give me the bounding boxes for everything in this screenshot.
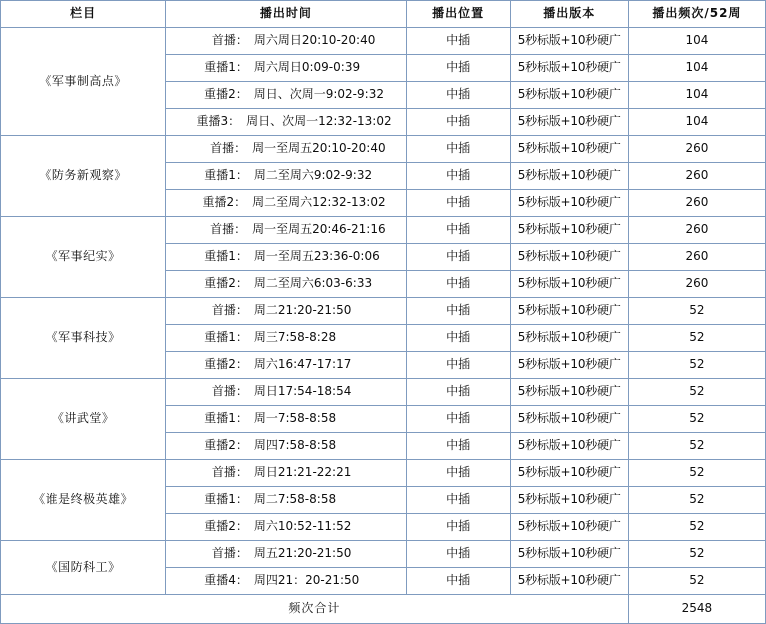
position-cell: 中插 xyxy=(406,136,510,163)
airing-time-value: 周二7:58-8:58 xyxy=(253,492,337,507)
frequency-cell: 260 xyxy=(628,271,765,298)
frequency-cell: 52 xyxy=(628,379,765,406)
airtime-cell xyxy=(166,406,406,433)
total-row xyxy=(1,595,766,624)
position-cell: 中插 xyxy=(406,406,510,433)
version-cell: 5秒标版+10秒硬广 xyxy=(510,325,628,352)
position-cell: 中插 xyxy=(406,82,510,109)
frequency-cell: 52 xyxy=(628,541,765,568)
airing-time-value: 周一至周五20:10-20:40 xyxy=(252,141,386,156)
version-cell: 5秒标版+10秒硬广 xyxy=(510,28,628,55)
frequency-cell: 104 xyxy=(628,109,765,136)
airing-time-value: 周六周日20:10-20:40 xyxy=(253,33,376,48)
airing-time-value: 周五21:20-21:50 xyxy=(253,546,352,561)
airtime-cell xyxy=(166,433,406,460)
version-cell: 5秒标版+10秒硬广 xyxy=(510,460,628,487)
version-cell: 5秒标版+10秒硬广 xyxy=(510,541,628,568)
airing-type-label: 重播2： xyxy=(202,195,247,210)
table-row xyxy=(1,541,766,568)
position-cell: 中插 xyxy=(406,460,510,487)
position-cell: 中插 xyxy=(406,352,510,379)
airtime-cell xyxy=(166,136,406,163)
table-row xyxy=(1,136,766,163)
column-header-frequency: 播出频次/52周 xyxy=(628,1,765,28)
program-name-cell: 《军事制高点》 xyxy=(1,28,166,136)
version-cell: 5秒标版+10秒硬广 xyxy=(510,217,628,244)
airtime-cell xyxy=(166,28,406,55)
table-row xyxy=(1,28,766,55)
airing-type-label: 重播1： xyxy=(204,411,248,426)
airing-time-value: 周日17:54-18:54 xyxy=(253,384,352,399)
table-body xyxy=(1,28,766,624)
airtime-cell xyxy=(166,379,406,406)
airing-type-label: 首播： xyxy=(211,33,248,48)
airing-type-label: 重播1： xyxy=(204,249,248,264)
position-cell: 中插 xyxy=(406,325,510,352)
airing-type-label: 重播2： xyxy=(204,276,248,291)
version-cell: 5秒标版+10秒硬广 xyxy=(510,244,628,271)
airing-time-value: 周六周日0:09-0:39 xyxy=(253,60,361,75)
airing-time-value: 周二21:20-21:50 xyxy=(253,303,352,318)
position-cell: 中插 xyxy=(406,541,510,568)
position-cell: 中插 xyxy=(406,514,510,541)
version-cell: 5秒标版+10秒硬广 xyxy=(510,433,628,460)
airtime-cell xyxy=(166,460,406,487)
program-name-cell: 《国防科工》 xyxy=(1,541,166,595)
position-cell: 中插 xyxy=(406,217,510,244)
airing-type-label: 重播1： xyxy=(204,60,248,75)
airtime-cell xyxy=(166,82,406,109)
frequency-cell: 260 xyxy=(628,190,765,217)
frequency-cell: 52 xyxy=(628,433,765,460)
position-cell: 中插 xyxy=(406,55,510,82)
version-cell: 5秒标版+10秒硬广 xyxy=(510,82,628,109)
table-row xyxy=(1,379,766,406)
airtime-cell xyxy=(166,487,406,514)
airtime-cell xyxy=(166,244,406,271)
airtime-cell xyxy=(166,109,406,136)
airing-type-label: 首播： xyxy=(211,384,248,399)
position-cell: 中插 xyxy=(406,244,510,271)
frequency-cell: 52 xyxy=(628,325,765,352)
frequency-cell: 52 xyxy=(628,514,765,541)
version-cell: 5秒标版+10秒硬广 xyxy=(510,190,628,217)
airing-type-label: 重播2： xyxy=(204,519,248,534)
frequency-cell: 260 xyxy=(628,136,765,163)
airing-type-label: 重播2： xyxy=(204,438,248,453)
airing-type-label: 重播2： xyxy=(204,87,248,102)
version-cell: 5秒标版+10秒硬广 xyxy=(510,406,628,433)
version-cell: 5秒标版+10秒硬广 xyxy=(510,487,628,514)
airing-time-value: 周一至周五23:36-0:06 xyxy=(253,249,380,264)
position-cell: 中插 xyxy=(406,568,510,595)
airing-time-value: 周四7:58-8:58 xyxy=(253,438,337,453)
position-cell: 中插 xyxy=(406,190,510,217)
airing-type-label: 重播3： xyxy=(196,114,241,129)
version-cell: 5秒标版+10秒硬广 xyxy=(510,163,628,190)
airtime-cell xyxy=(166,190,406,217)
airtime-cell xyxy=(166,55,406,82)
table-header-row xyxy=(1,1,766,28)
airing-type-label: 重播1： xyxy=(204,492,248,507)
version-cell: 5秒标版+10秒硬广 xyxy=(510,55,628,82)
column-header-airtime: 播出时间 xyxy=(166,1,406,28)
column-header-program: 栏目 xyxy=(1,1,166,28)
version-cell: 5秒标版+10秒硬广 xyxy=(510,136,628,163)
program-name-cell: 《防务新观察》 xyxy=(1,136,166,217)
version-cell: 5秒标版+10秒硬广 xyxy=(510,109,628,136)
version-cell: 5秒标版+10秒硬广 xyxy=(510,568,628,595)
airing-type-label: 首播： xyxy=(210,222,247,237)
airing-time-value: 周二至周六9:02-9:32 xyxy=(253,168,373,183)
airing-type-label: 首播： xyxy=(210,141,247,156)
airing-type-label: 重播1： xyxy=(204,168,248,183)
column-header-position: 播出位置 xyxy=(406,1,510,28)
frequency-cell: 52 xyxy=(628,298,765,325)
airtime-cell xyxy=(166,163,406,190)
airing-time-value: 周六10:52-11:52 xyxy=(253,519,352,534)
airing-type-label: 首播： xyxy=(211,546,248,561)
frequency-cell: 260 xyxy=(628,244,765,271)
table-row xyxy=(1,298,766,325)
airing-time-value: 周日、次周一12:32-13:02 xyxy=(246,114,392,129)
airing-time-value: 周四21：20-21:50 xyxy=(253,573,360,588)
frequency-cell: 260 xyxy=(628,163,765,190)
airtime-cell xyxy=(166,325,406,352)
airing-time-value: 周一7:58-8:58 xyxy=(253,411,337,426)
version-cell: 5秒标版+10秒硬广 xyxy=(510,379,628,406)
table-row xyxy=(1,460,766,487)
frequency-cell: 52 xyxy=(628,352,765,379)
airing-time-value: 周六16:47-17:17 xyxy=(253,357,352,372)
airing-type-label: 重播2： xyxy=(204,357,248,372)
airtime-cell xyxy=(166,352,406,379)
airing-type-label: 首播： xyxy=(211,465,248,480)
airing-time-value: 周二至周六6:03-6:33 xyxy=(253,276,373,291)
position-cell: 中插 xyxy=(406,271,510,298)
position-cell: 中插 xyxy=(406,163,510,190)
version-cell: 5秒标版+10秒硬广 xyxy=(510,514,628,541)
frequency-cell: 52 xyxy=(628,460,765,487)
position-cell: 中插 xyxy=(406,433,510,460)
frequency-cell: 52 xyxy=(628,487,765,514)
position-cell: 中插 xyxy=(406,487,510,514)
total-frequency-value: 2548 xyxy=(628,595,765,624)
program-name-cell: 《讲武堂》 xyxy=(1,379,166,460)
airing-type-label: 重播4： xyxy=(204,573,248,588)
table-row xyxy=(1,217,766,244)
airtime-cell xyxy=(166,568,406,595)
program-name-cell: 《军事纪实》 xyxy=(1,217,166,298)
position-cell: 中插 xyxy=(406,28,510,55)
program-name-cell: 《谁是终极英雄》 xyxy=(1,460,166,541)
airtime-cell xyxy=(166,541,406,568)
airtime-cell xyxy=(166,271,406,298)
frequency-cell: 52 xyxy=(628,568,765,595)
frequency-cell: 104 xyxy=(628,82,765,109)
position-cell: 中插 xyxy=(406,109,510,136)
position-cell: 中插 xyxy=(406,298,510,325)
total-label: 频次合计 xyxy=(1,595,629,624)
airing-time-value: 周日、次周一9:02-9:32 xyxy=(253,87,384,102)
version-cell: 5秒标版+10秒硬广 xyxy=(510,271,628,298)
frequency-cell: 104 xyxy=(628,28,765,55)
airing-type-label: 重播1： xyxy=(204,330,248,345)
airing-time-value: 周一至周五20:46-21:16 xyxy=(252,222,386,237)
version-cell: 5秒标版+10秒硬广 xyxy=(510,352,628,379)
airing-type-label: 首播： xyxy=(211,303,248,318)
program-name-cell: 《军事科技》 xyxy=(1,298,166,379)
frequency-cell: 104 xyxy=(628,55,765,82)
airtime-cell xyxy=(166,217,406,244)
airing-time-value: 周日21:21-22:21 xyxy=(253,465,352,480)
frequency-cell: 260 xyxy=(628,217,765,244)
version-cell: 5秒标版+10秒硬广 xyxy=(510,298,628,325)
column-header-version: 播出版本 xyxy=(510,1,628,28)
airing-time-value: 周三7:58-8:28 xyxy=(253,330,337,345)
airing-time-value: 周二至周六12:32-13:02 xyxy=(252,195,386,210)
airtime-cell xyxy=(166,298,406,325)
position-cell: 中插 xyxy=(406,379,510,406)
frequency-cell: 52 xyxy=(628,406,765,433)
airtime-cell xyxy=(166,514,406,541)
